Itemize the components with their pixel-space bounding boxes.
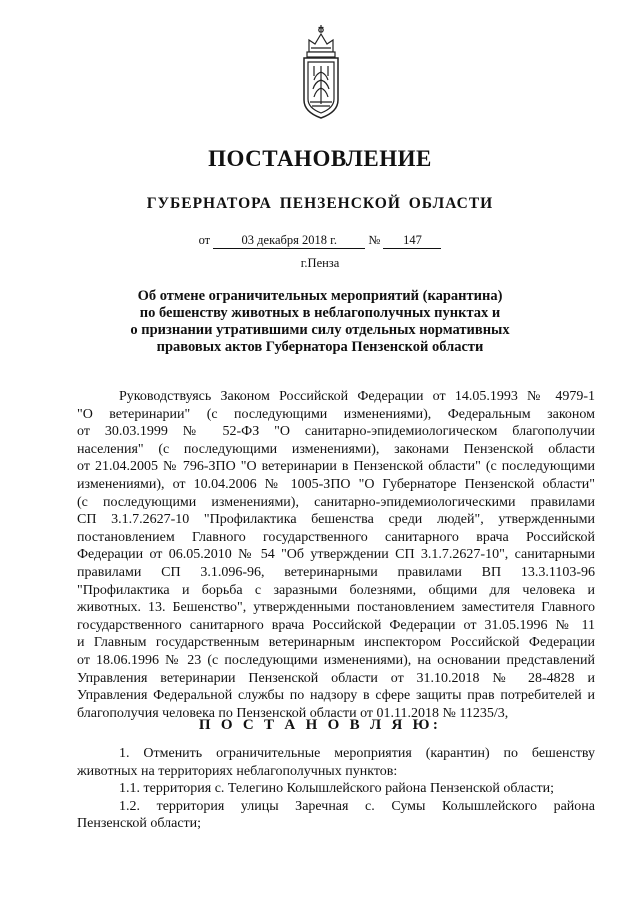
preamble-line: правилами СП 3.1.096-96, ветеринарными правилами ВП 13.3.1103-96: [77, 564, 595, 580]
date-prefix: от: [198, 233, 211, 247]
preamble-line: Управления ветеринарии Пензенской области от 31.10.2018 № 28-4828 и: [77, 670, 595, 686]
heading-line: Об отмене ограничительных мероприятий (карантина): [137, 288, 503, 304]
preamble-line: Федерации от 06.05.2010 № 54 "Об утверждении СП 3.1.7.2627-10", санитарными: [77, 547, 595, 563]
number-prefix: №: [368, 233, 381, 247]
item-line: Пензенской области;: [77, 816, 202, 832]
penza-coat-of-arms-emblem: [296, 22, 346, 122]
item-line: 1. Отменить ограничительные мероприятия (карантин) по бешенству: [119, 746, 595, 761]
preamble-line: благополучия человека по Пензенской области от 01.11.2018 № 11235/3,: [77, 705, 509, 721]
heading-line: о признании утратившими силу отдельных нормативных: [130, 322, 510, 338]
heading-line: по бешенству животных в неблагополучных пунктах и: [139, 305, 501, 321]
preamble-line: постановлением Главного государственного санитарного врача Российской: [77, 529, 595, 545]
preamble-paragraph: [77, 388, 595, 722]
preamble-line: "О ветеринарии" (с последующими изменениями), Федеральным законом: [77, 406, 595, 422]
preamble-line: населения" (с последующими изменениями), законами Пензенской области: [77, 441, 595, 457]
preamble-line: (с последующими изменениями), санитарно-эпидемиологическими правилами: [77, 494, 595, 510]
preamble-line: "Профилактика и борьба с заразными болезнями, общими для человека и: [77, 582, 595, 598]
preamble-line: от 30.03.1999 № 52-ФЗ "О санитарно-эпидемиологическом благополучии: [77, 424, 595, 440]
date-number-line: [0, 233, 640, 249]
item-line: животных на территориях неблагополучных пунктов:: [77, 763, 398, 779]
preamble-line: Руководствуясь Законом Российской Федерации от 14.05.1993 № 4979-1: [119, 389, 595, 404]
preamble-line: и Главным государственным ветеринарным инспектором Российской Федерации: [77, 635, 595, 651]
decree-items: [77, 745, 595, 833]
preamble-line: государственного санитарного врача Российской Федерации от 31.05.1996 № 11: [77, 617, 595, 633]
city-name: г.Пенза: [300, 256, 340, 270]
item-line: 1.1. территория с. Телегино Колышлейского района Пензенской области;: [119, 781, 555, 797]
preamble-line: Управления Федеральной службы по надзору в сфере защиты прав потребителей и: [77, 688, 595, 704]
document-title: ПОСТАНОВЛЕНИЕ: [208, 146, 432, 171]
heading-line: правовых актов Губернатора Пензенской области: [156, 339, 484, 355]
document-number: 147: [383, 233, 441, 249]
decree-word: П О С Т А Н О В Л Я Ю:: [198, 717, 442, 733]
preamble-line: животных. 13. Бешенство", утвержденными постановлением заместителя Главного: [77, 600, 595, 616]
item-line: 1.2. территория улицы Заречная с. Сумы Колышлейского района: [119, 798, 595, 814]
preamble-line: СП 3.1.7.2627-10 "Профилактика бешенства среди людей", утвержденными: [77, 512, 595, 528]
document-date: 03 декабря 2018 г.: [213, 233, 365, 249]
document-heading: [100, 288, 540, 356]
issuer-subtitle: ГУБЕРНАТОРА ПЕНЗЕНСКОЙ ОБЛАСТИ: [146, 195, 494, 212]
preamble-line: от 21.04.2005 № 796-ЗПО "О ветеринарии в Пензенской области" (с последующими: [77, 459, 595, 475]
preamble-line: изменениями), от 10.04.2006 № 1005-ЗПО "О Губернаторе Пензенской области": [77, 476, 595, 492]
preamble-line: от 18.06.1996 № 23 (с последующими изменениями), на основании представлений: [77, 652, 595, 668]
